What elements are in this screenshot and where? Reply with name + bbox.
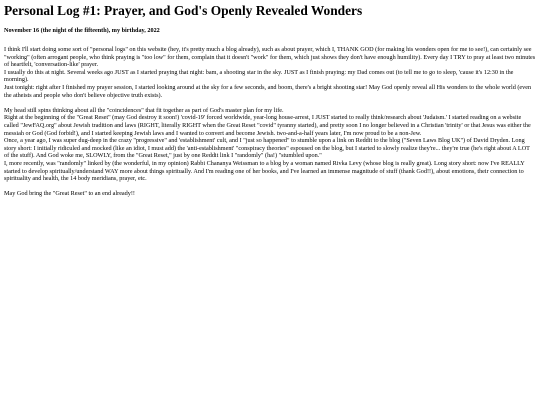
- page-title: Personal Log #1: Prayer, and God's Openly Revealed Wonders: [4, 3, 363, 18]
- text-line: I, more recently, was "randomly" linked by (the wonderful, in my opinion) Rabbi Chananya Weissman to a blog by a woman named Rivka Levy (whose blog is really great). Long story short: now I've REALLY started to develop spiritually/understand WAY more about things spiritually. And I'm reading one of her books, and I've learned an immense magnitude of stuff (thank God!!), about emotions, their connection to spirituality and health, the 14 body meridians, prayer, etc.: [4, 159, 525, 183]
- text-line: Just tonight: right after I finished my prayer session, I started looking around at the sky for a few seconds, and boom, there's a bright shooting star! May God openly reveal all His wonders to the whole world (even the atheists and people who don't believe objective truth exists).: [4, 83, 532, 99]
- paragraph-closing: [4, 190, 536, 198]
- paragraph-prayer: [4, 46, 536, 99]
- paragraph-coincidences: [4, 107, 536, 183]
- text-line: Once, a year ago, I was super dug-deep in the crazy "progressive" and 'establishment' cult, and I "just so happened" to stumble upon a link on Reddit to the blog ("Seven Laws Blog UK") of David Dryden. Long story short: I initially ridiculed and mocked (like an idiot, I must add) the 'anti-establishment' "conspiracy theories" espoused on the blog, but I started to slowly realize they're... they're true (he's right about A LOT of the stuff). And God woke me, SLOWLY, from the "Great Reset," just by one Reddit link I "randomly" (ha!) "stumbled upon.": [4, 137, 530, 160]
- post-date: November 16 (the night of the fifteenth), my birthday, 2022: [4, 27, 160, 34]
- text-line: I think I'll start doing some sort of "personal logs" on this website (hey, it's pretty much a blog already), such as about prayer, which I, THANK GOD (for making his wonders open for me to see!), can certainly see "working" (often arrogant people, who think praying is "too low" for them, complain that it doesn't "work" for them, which just shows they don't have enough humility). Every day I TRY to pray at least two minutes of heartfelt, 'conversation-like' prayer.: [4, 46, 536, 69]
- text-line: May God bring the "Great Reset" to an end already!!: [4, 190, 135, 198]
- text-line: I usually do this at night. Several weeks ago JUST as I started praying that night: bam, a shooting star in the sky. JUST as I finish praying: my Dad comes out (to tell me to go to sleep, 'cause it's 12:30 in the morning).: [4, 68, 514, 84]
- text-line: Right at the beginning of the "Great Reset" (may God destroy it soon!) 'covid-19' forced worldwide, year-long house-arrest, I JUST started to really think/research about 'Judaism.' I started reading on a website called "JewFAQ.org" about Jewish tradition and laws (RIGHT, literally RIGHT when the Great Reset "covid" tyranny started), and pretty soon I no longer believed in a Christian 'trinity' or that Jesus was either the messiah or God (God forbid!), and I started keeping Jewish laws and I wanted to convert and become Jewish. two-and-a-half years later, I'm now proud to be a non-Jew.: [4, 114, 531, 137]
- log-page: [4, 3, 536, 205]
- text-line: My head still spins thinking about all the "coincidences" that fit together as part of God's master plan for my life.: [4, 106, 284, 114]
